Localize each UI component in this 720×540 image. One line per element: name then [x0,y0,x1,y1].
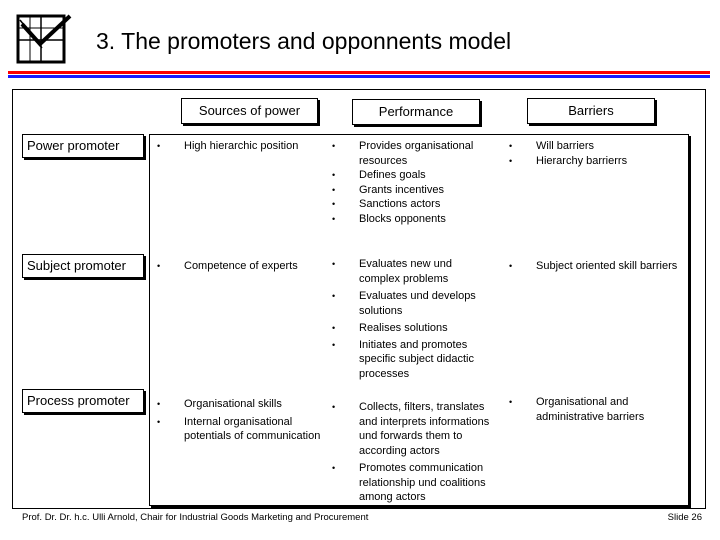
title-rule-blue [8,75,710,78]
list-item: • Sanctions actors [332,197,492,212]
process-performance-cell [332,400,502,505]
list-item: • Competence of experts [157,259,327,274]
power-sources-cell [157,139,327,154]
slide-number: Slide 26 [667,512,702,523]
list-item: • Hierarchy barrierrs [509,154,679,169]
list-item: • Evaluates new und complex problems [332,257,492,286]
subject-performance-cell [332,257,492,381]
footer-author: Prof. Dr. Dr. h.c. Ulli Arnold, Chair for Industrial Goods Marketing and Procurement [22,512,369,523]
list-item: • Grants incentives [332,183,492,198]
power-performance-cell [332,139,492,226]
row-label-power-promoter: Power promoter [22,134,144,158]
list-item: • High hierarchic position [157,139,327,154]
list-item: • Promotes communication relationship und coalitions among actors [332,461,502,505]
title-rule-red [8,71,710,74]
list-item: • Initiates and promotes specific subject didactic processes [332,338,492,382]
column-header-performance: Performance [352,99,480,125]
subject-sources-cell [157,259,327,274]
process-sources-cell [157,397,327,444]
power-barriers-cell [509,139,679,168]
column-header-sources: Sources of power [181,98,318,124]
column-header-barriers: Barriers [527,98,655,124]
list-item: • Will barriers [509,139,679,154]
list-item: • Organisational and administrative barriers [509,395,679,424]
list-item: • Defines goals [332,168,492,183]
list-item: • Provides organisational resources [332,139,492,168]
list-item: • Organisational skills [157,397,327,412]
row-label-subject-promoter: Subject promoter [22,254,144,278]
page-title: 3. The promoters and opponnents model [96,28,512,54]
list-item: • Realises solutions [332,321,492,336]
list-item: • Internal organisational potentials of communication [157,415,327,444]
list-item: • Collects, filters, translates and interprets informations und forwards them to according actors [332,400,502,458]
row-label-process-promoter: Process promoter [22,389,144,413]
checked-box-logo-icon [16,14,72,66]
list-item: • Blocks opponents [332,212,492,227]
list-item: • Subject oriented skill barriers [509,259,679,274]
subject-barriers-cell [509,259,679,274]
list-item: • Evaluates und develops solutions [332,289,492,318]
process-barriers-cell [509,395,679,424]
